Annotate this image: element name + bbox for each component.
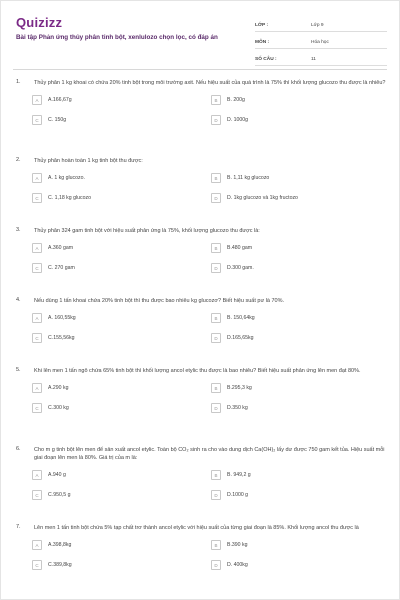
option-letter-badge: B bbox=[211, 243, 221, 253]
option-c[interactable] bbox=[32, 331, 209, 345]
option-letter-badge: D bbox=[211, 560, 221, 570]
option-d[interactable] bbox=[211, 558, 388, 572]
option-a[interactable] bbox=[32, 93, 209, 107]
option-text: B. 1,11 kg glucozo bbox=[227, 175, 270, 181]
option-letter-badge: B bbox=[211, 95, 221, 105]
option-text: B. 200g bbox=[227, 97, 245, 103]
question-number: 6. bbox=[16, 446, 21, 452]
option-d[interactable] bbox=[211, 191, 388, 205]
option-text: D.350 kg bbox=[227, 405, 248, 411]
question-number: 1. bbox=[16, 79, 21, 85]
option-text: A. 160,55kg bbox=[48, 315, 76, 321]
option-text: D.165,65kg bbox=[227, 335, 254, 341]
option-letter-badge: C bbox=[32, 263, 42, 273]
option-letter-badge: D bbox=[211, 193, 221, 203]
option-a[interactable] bbox=[32, 468, 209, 482]
question-number: 4. bbox=[16, 297, 21, 303]
question-1 bbox=[16, 79, 388, 157]
option-letter-badge: A bbox=[32, 243, 42, 253]
option-text: D.300 gam. bbox=[227, 265, 254, 271]
option-text: C. 150g bbox=[48, 117, 67, 123]
option-text: D.1000 g bbox=[227, 492, 249, 498]
option-d[interactable] bbox=[211, 113, 388, 127]
option-b[interactable] bbox=[211, 381, 388, 395]
meta-grade-value: Lớp 9 bbox=[311, 23, 324, 28]
option-text: B.390 kg bbox=[227, 542, 248, 548]
question-text: Thủy phân 1 kg khoai có chứa 20% tinh bột trong môi trường axit. Nếu hiệu suất của quá trình là 75% thì khối lượng glucozo thu được là nhiêu? bbox=[34, 80, 386, 86]
option-c[interactable] bbox=[32, 558, 209, 572]
question-text: Thủy phân hoàn toàn 1 kg tinh bột thu được: bbox=[34, 158, 143, 164]
option-c[interactable] bbox=[32, 488, 209, 502]
option-letter-badge: C bbox=[32, 490, 42, 500]
meta-count bbox=[255, 49, 387, 66]
option-letter-badge: D bbox=[211, 490, 221, 500]
option-b[interactable] bbox=[211, 468, 388, 482]
option-text: B.480 gam bbox=[227, 245, 253, 251]
option-letter-badge: C bbox=[32, 115, 42, 125]
option-letter-badge: B bbox=[211, 470, 221, 480]
option-text: D. 1kg glucozo và 1kg fructozo bbox=[227, 195, 298, 201]
option-text: D. 1000g bbox=[227, 117, 249, 123]
option-letter-badge: A bbox=[32, 470, 42, 480]
option-c[interactable] bbox=[32, 113, 209, 127]
worksheet-meta bbox=[255, 15, 387, 66]
option-a[interactable] bbox=[32, 171, 209, 185]
option-text: A.166,67g bbox=[48, 97, 72, 103]
option-letter-badge: A bbox=[32, 540, 42, 550]
option-letter-badge: C bbox=[32, 403, 42, 413]
option-text: C. 270 gam bbox=[48, 265, 75, 271]
option-letter-badge: B bbox=[211, 173, 221, 183]
option-letter-badge: D bbox=[211, 115, 221, 125]
option-text: C.155,56kg bbox=[48, 335, 75, 341]
question-4 bbox=[16, 297, 388, 367]
option-text: A.398,8kg bbox=[48, 542, 72, 548]
option-text: B.295,3 kg bbox=[227, 385, 252, 391]
option-letter-badge: A bbox=[32, 383, 42, 393]
option-b[interactable] bbox=[211, 311, 388, 325]
option-letter-badge: C bbox=[32, 560, 42, 570]
option-letter-badge: C bbox=[32, 333, 42, 343]
question-number: 3. bbox=[16, 227, 21, 233]
meta-subject bbox=[255, 32, 387, 49]
option-text: B. 150,64kg bbox=[227, 315, 255, 321]
option-text: A. 1 kg glucozo. bbox=[48, 175, 85, 181]
option-b[interactable] bbox=[211, 171, 388, 185]
option-text: C. 1,18 kg glucozo bbox=[48, 195, 91, 201]
option-a[interactable] bbox=[32, 311, 209, 325]
answer-options bbox=[32, 93, 388, 127]
option-b[interactable] bbox=[211, 93, 388, 107]
option-letter-badge: B bbox=[211, 313, 221, 323]
question-text: Nếu dùng 1 tấn khoai chứa 20% tinh bột thì thu được bao nhiêu kg glucozơ? Biết hiệu suất pư là 70%. bbox=[34, 298, 285, 304]
option-text: A.940 g bbox=[48, 472, 66, 478]
option-text: C.300 kg bbox=[48, 405, 69, 411]
question-text: Khi lên men 1 tấn ngô chứa 65% tinh bột thì khối lượng ancol etylic thu được là bao nhiêu? Biết hiệu suất phản ứng lên men đạt 80%. bbox=[34, 368, 361, 374]
meta-count-value: 11 bbox=[311, 57, 316, 62]
option-d[interactable] bbox=[211, 401, 388, 415]
option-a[interactable] bbox=[32, 241, 209, 255]
question-2 bbox=[16, 157, 388, 227]
option-c[interactable] bbox=[32, 191, 209, 205]
option-a[interactable] bbox=[32, 381, 209, 395]
option-letter-badge: D bbox=[211, 403, 221, 413]
question-number: 7. bbox=[16, 524, 21, 530]
question-number: 2. bbox=[16, 157, 21, 163]
option-text: D. 400kg bbox=[227, 562, 248, 568]
option-text: C.950,5 g bbox=[48, 492, 71, 498]
option-text: C.389,8kg bbox=[48, 562, 72, 568]
meta-grade-label: LỚP : bbox=[255, 23, 269, 28]
answer-options bbox=[32, 241, 388, 275]
option-c[interactable] bbox=[32, 261, 209, 275]
option-letter-badge: A bbox=[32, 95, 42, 105]
answer-options bbox=[32, 171, 388, 205]
question-text: Thủy phân 324 gam tinh bột với hiệu suất phản ứng là 75%, khối lượng glucozo thu được là: bbox=[34, 228, 260, 234]
option-letter-badge: A bbox=[32, 313, 42, 323]
question-7 bbox=[16, 524, 388, 598]
meta-subject-value: Hóa học bbox=[311, 40, 329, 45]
option-d[interactable] bbox=[211, 488, 388, 502]
option-letter-badge: D bbox=[211, 333, 221, 343]
question-3 bbox=[16, 227, 388, 297]
question-6 bbox=[16, 446, 388, 524]
answer-options bbox=[32, 381, 388, 415]
option-letter-badge: A bbox=[32, 173, 42, 183]
option-c[interactable] bbox=[32, 401, 209, 415]
option-d[interactable] bbox=[211, 331, 388, 345]
option-text: B. 949,2 g bbox=[227, 472, 251, 478]
meta-count-label: SỐ CÂU : bbox=[255, 57, 277, 62]
option-b[interactable] bbox=[211, 538, 388, 552]
option-letter-badge: B bbox=[211, 540, 221, 550]
option-letter-badge: D bbox=[211, 263, 221, 273]
option-text: A.290 kg bbox=[48, 385, 69, 391]
option-text: A.360 gam bbox=[48, 245, 74, 251]
option-letter-badge: C bbox=[32, 193, 42, 203]
meta-subject-label: MÔN : bbox=[255, 40, 270, 45]
meta-grade bbox=[255, 15, 387, 32]
question-text: Cho m g tinh bột lên men để sản xuất ancol etylic. Toàn bộ CO₂ sinh ra cho vào dung dịch Ca(OH)₂ lấy dư được 750 gam kết tủa. Hiệu suất mỗi giai đoạn lên men là 80%. Giá trị của m là: bbox=[34, 447, 385, 461]
option-letter-badge: B bbox=[211, 383, 221, 393]
option-b[interactable] bbox=[211, 241, 388, 255]
answer-options bbox=[32, 311, 388, 345]
option-a[interactable] bbox=[32, 538, 209, 552]
header-divider bbox=[13, 69, 387, 70]
question-text: Lên men 1 tấn tinh bột chứa 5% tạp chất trơ thành ancol etylic với hiệu suất của từng giai đoạn là 85%. Khối lượng ancol thu được là bbox=[34, 525, 359, 531]
option-d[interactable] bbox=[211, 261, 388, 275]
quizizz-logo: Quizizz bbox=[16, 15, 63, 30]
question-list bbox=[1, 79, 400, 598]
answer-options bbox=[32, 468, 388, 502]
question-number: 5. bbox=[16, 367, 21, 373]
answer-options bbox=[32, 538, 388, 572]
worksheet-title: Bài tập Phản ứng thủy phân tinh bột, xenlulozo chọn lọc, có đáp án bbox=[16, 34, 218, 41]
question-5 bbox=[16, 367, 388, 446]
